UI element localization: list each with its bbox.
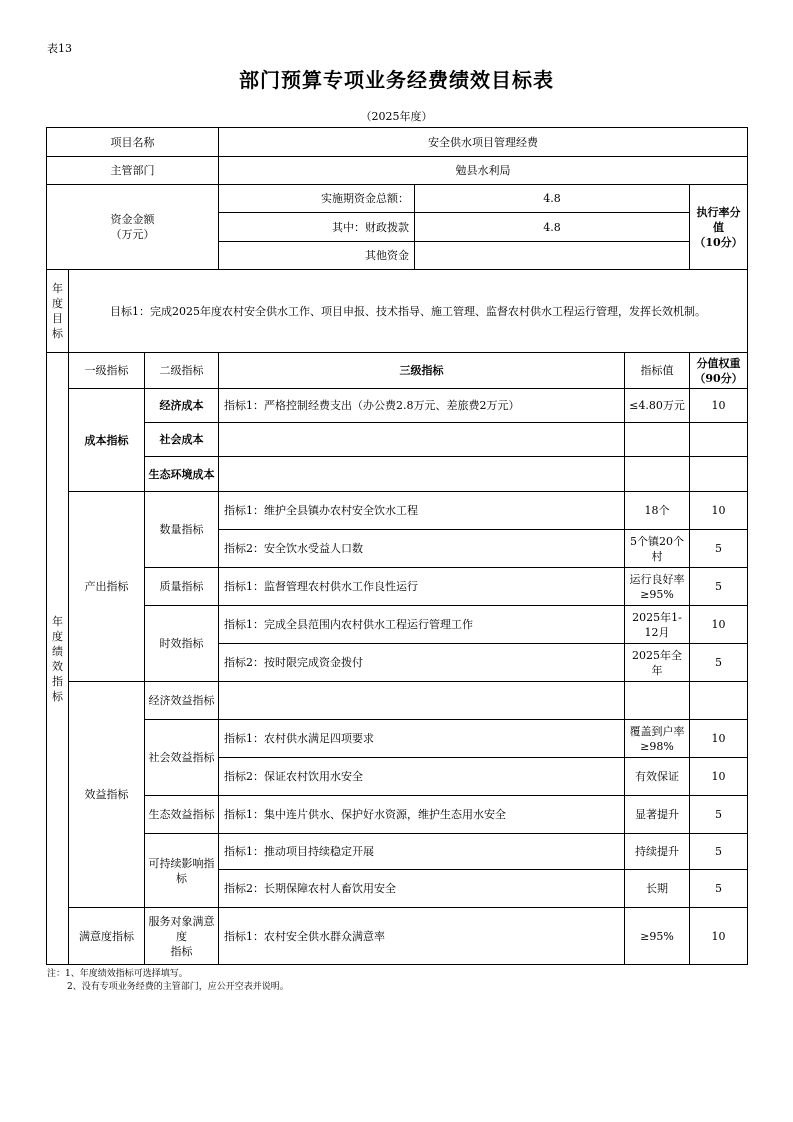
header-level3: 三级指标 — [219, 353, 625, 389]
quantity-1-value: 18个 — [625, 492, 690, 530]
project-name-value: 安全供水项目管理经费 — [219, 128, 748, 157]
header-weight: 分值权重 （90分） — [690, 353, 748, 389]
quantity-2-text: 指标2：安全饮水受益人口数 — [219, 530, 625, 568]
time-1-text: 指标1：完成全县范围内农村供水工程运行管理工作 — [219, 606, 625, 644]
economic-cost-weight: 10 — [690, 389, 748, 423]
footnote-1: 注：1、年度绩效指标可选择填写。 — [47, 969, 188, 979]
satisfaction-indicator-label: 满意度指标 — [69, 908, 145, 965]
social-benefit-label: 社会效益指标 — [145, 720, 219, 796]
quantity-2-value: 5个镇20个村 — [625, 530, 690, 568]
quantity-1-text: 指标1：维护全县镇办农村安全饮水工程 — [219, 492, 625, 530]
total-fund-label: 实施期资金总额： — [219, 185, 415, 213]
project-name-label: 项目名称 — [47, 128, 219, 157]
social-2-value: 有效保证 — [625, 758, 690, 796]
eco-1-text: 指标1：集中连片供水、保护好水资源，维护生态用水安全 — [219, 796, 625, 834]
finance-fund-label: 其中：财政拨款 — [219, 213, 415, 242]
output-indicator-label: 产出指标 — [69, 492, 145, 682]
satisfaction-1-value: ≥95% — [625, 908, 690, 965]
year-label: （2025年度） — [360, 110, 433, 123]
annual-goal-label: 年度目标 — [47, 270, 69, 353]
performance-table — [46, 127, 748, 965]
annual-goal-text: 目标1：完成2025年度农村安全供水工作、项目申报、技术指导、施工管理、监督农村供水工程运行管理，发挥长效机制。 — [69, 270, 748, 353]
eco-1-weight: 5 — [690, 796, 748, 834]
sustain-1-value: 持续提升 — [625, 834, 690, 870]
sustain-2-text: 指标2：长期保障农村人畜饮用安全 — [219, 870, 625, 908]
benefit-indicator-label: 效益指标 — [69, 682, 145, 908]
other-fund-label: 其他资金 — [219, 242, 415, 270]
satisfaction-sub-label: 服务对象满意度 指标 — [145, 908, 219, 965]
time-1-weight: 10 — [690, 606, 748, 644]
economic-cost-label: 经济成本 — [145, 389, 219, 423]
econ-benefit-label: 经济效益指标 — [145, 682, 219, 720]
sustain-benefit-label: 可持续影响指标 — [145, 834, 219, 908]
social-2-weight: 10 — [690, 758, 748, 796]
total-fund-value: 4.8 — [415, 185, 690, 213]
economic-cost-value: ≤4.80万元 — [625, 389, 690, 423]
quality-1-text: 指标1：监督管理农村供水工作良性运行 — [219, 568, 625, 606]
quality-indicator-label: 质量指标 — [145, 568, 219, 606]
time-2-value: 2025年全年 — [625, 644, 690, 682]
social-1-value: 覆盖到户率≥98% — [625, 720, 690, 758]
quantity-indicator-label: 数量指标 — [145, 492, 219, 568]
exec-rate-label: 执行率分值 （10分） — [690, 185, 748, 270]
sustain-2-value: 长期 — [625, 870, 690, 908]
dept-label: 主管部门 — [47, 157, 219, 185]
quality-1-value: 运行良好率≥95% — [625, 568, 690, 606]
social-2-text: 指标2：保证农村饮用水安全 — [219, 758, 625, 796]
satisfaction-1-text: 指标1：农村安全供水群众满意率 — [219, 908, 625, 965]
footnote-2: 2、没有专项业务经费的主管部门，应公开空表并说明。 — [67, 982, 289, 992]
social-cost-label: 社会成本 — [145, 423, 219, 457]
time-indicator-label: 时效指标 — [145, 606, 219, 682]
economic-cost-text: 指标1：严格控制经费支出（办公费2.8万元、差旅费2万元） — [219, 389, 625, 423]
sustain-1-text: 指标1：推动项目持续稳定开展 — [219, 834, 625, 870]
table-tag: 表13 — [47, 42, 72, 55]
cost-indicator-label: 成本指标 — [69, 389, 145, 492]
footnotes — [47, 968, 289, 994]
time-2-text: 指标2：按时限完成资金拨付 — [219, 644, 625, 682]
sustain-2-weight: 5 — [690, 870, 748, 908]
quantity-1-weight: 10 — [690, 492, 748, 530]
sustain-1-weight: 5 — [690, 834, 748, 870]
quantity-2-weight: 5 — [690, 530, 748, 568]
eco-1-value: 显著提升 — [625, 796, 690, 834]
satisfaction-1-weight: 10 — [690, 908, 748, 965]
other-fund-value — [415, 242, 690, 270]
dept-value: 勉县水利局 — [219, 157, 748, 185]
header-level1: 一级指标 — [69, 353, 145, 389]
header-value: 指标值 — [625, 353, 690, 389]
social-1-weight: 10 — [690, 720, 748, 758]
indicator-side-label: 年度绩效指标 — [47, 353, 69, 965]
time-1-value: 2025年1-12月 — [625, 606, 690, 644]
eco-cost-label: 生态环境成本 — [145, 457, 219, 492]
quality-1-weight: 5 — [690, 568, 748, 606]
page-title: 部门预算专项业务经费绩效目标表 — [239, 68, 554, 92]
time-2-weight: 5 — [690, 644, 748, 682]
header-level2: 二级指标 — [145, 353, 219, 389]
fund-label: 资金金额 （万元） — [47, 185, 219, 270]
finance-fund-value: 4.8 — [415, 213, 690, 242]
eco-benefit-label: 生态效益指标 — [145, 796, 219, 834]
social-1-text: 指标1：农村供水满足四项要求 — [219, 720, 625, 758]
